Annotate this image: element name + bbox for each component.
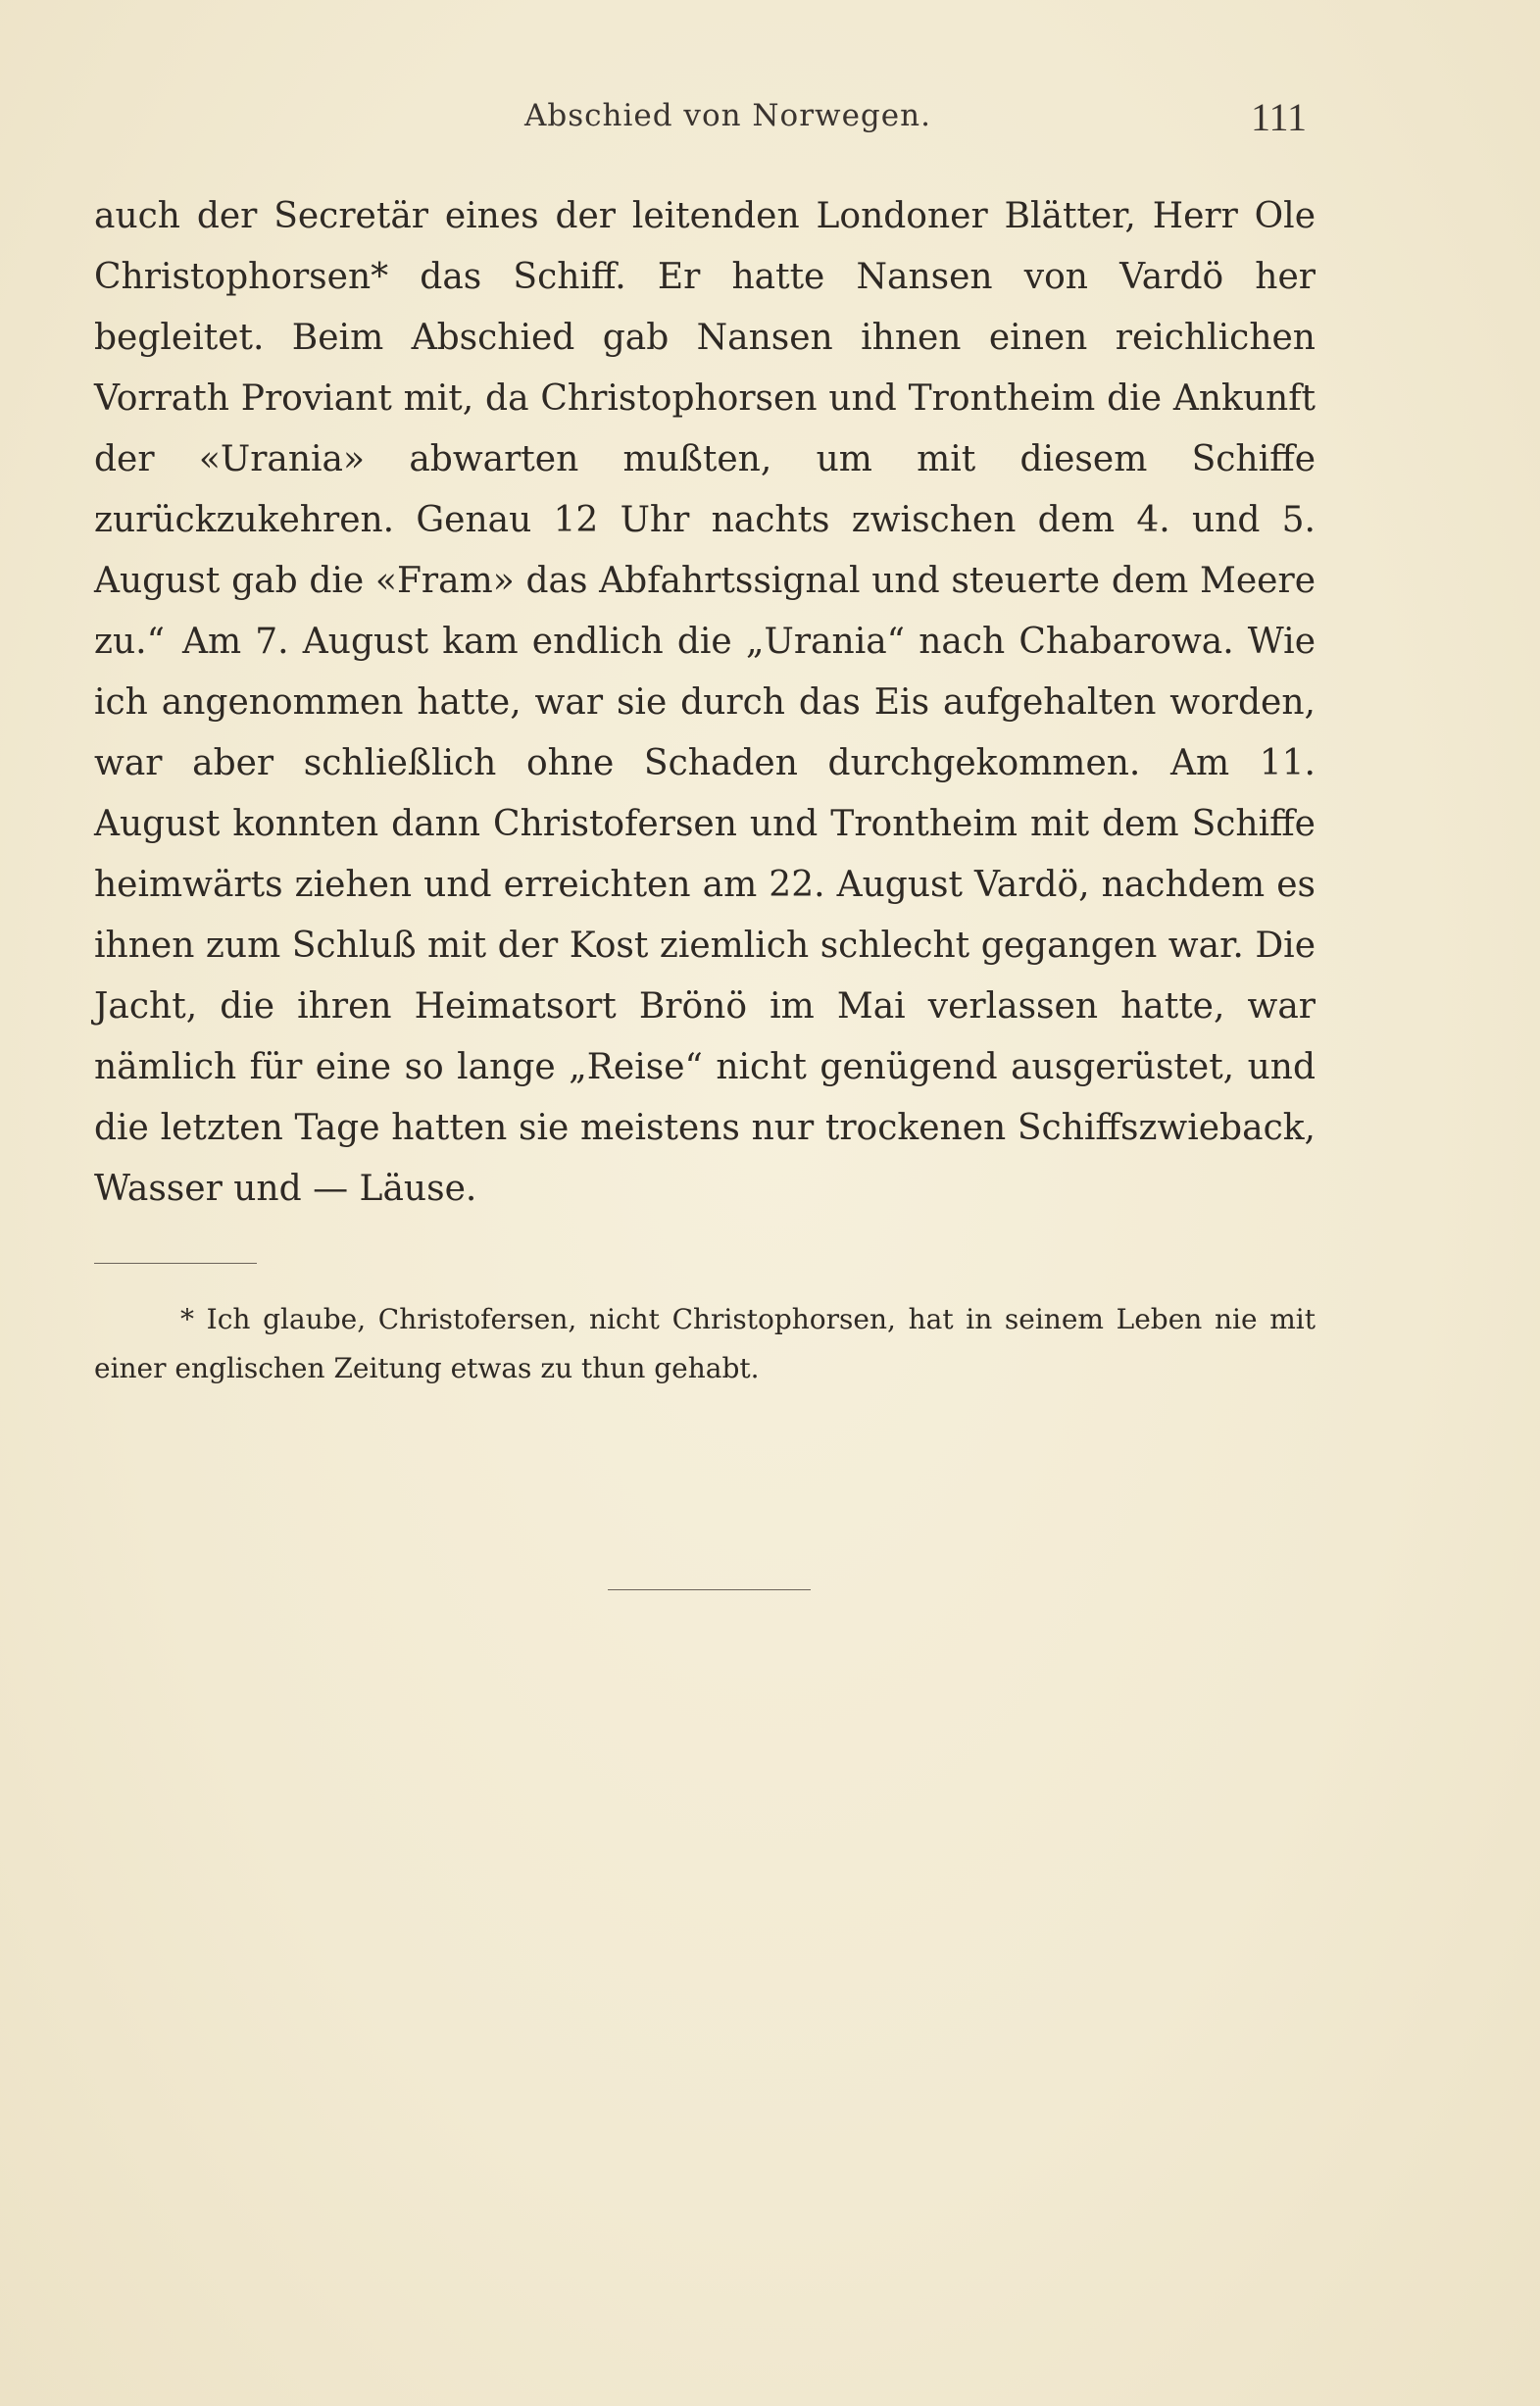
page-number: 111 (1251, 95, 1308, 139)
paragraph-2: Am 7. August kam endlich die „Urania“ nach Chabarowa. Wie ich angenommen hatte, war sie durch das Eis aufgehalten worden, war aber schließlich ohne Schaden durchgekommen. Am 11. August konnten dann Christofersen und Trontheim mit dem Schiffe heimwärts ziehen und erreichten am 22. August Vardö, nachdem es ihnen zum Schluß mit der Kost ziemlich schlecht gegangen war. Die Jacht, die ihren Heimatsort Brönö im Mai verlassen hatte, war nämlich für eine so lange „Reise“ nicht genügend ausgerüstet, und die letzten Tage hatten sie meistens nur trockenen Schiffszwieback, Wasser und — Läuse. (94, 622, 1316, 1209)
paragraph-1: auch der Secretär eines der leitenden Londoner Blätter, Herr Ole Christophorsen* das Schiff. Er hatte Nansen von Vardö her begleitet. Beim Abschied gab Nansen ihnen einen reichlichen Vorrath Proviant mit, da Christophorsen und Trontheim die Ankunft der «Urania» abwarten mußten, um mit diesem Schiffe zurückzukehren. Genau 12 Uhr nachts zwischen dem 4. und 5. August gab die «Fram» das Abfahrtssignal und steuerte dem Meere zu.“ (94, 196, 1316, 662)
footnote-divider (94, 1263, 257, 1264)
running-head: Abschied von Norwegen. (524, 98, 931, 133)
footnote: * Ich glaube, Christofersen, nicht Christophorsen, hat in seinem Leben nie mit einer englischen Zeitung etwas zu thun gehabt. (94, 1303, 1316, 1384)
end-of-text-rule (608, 1589, 811, 1590)
